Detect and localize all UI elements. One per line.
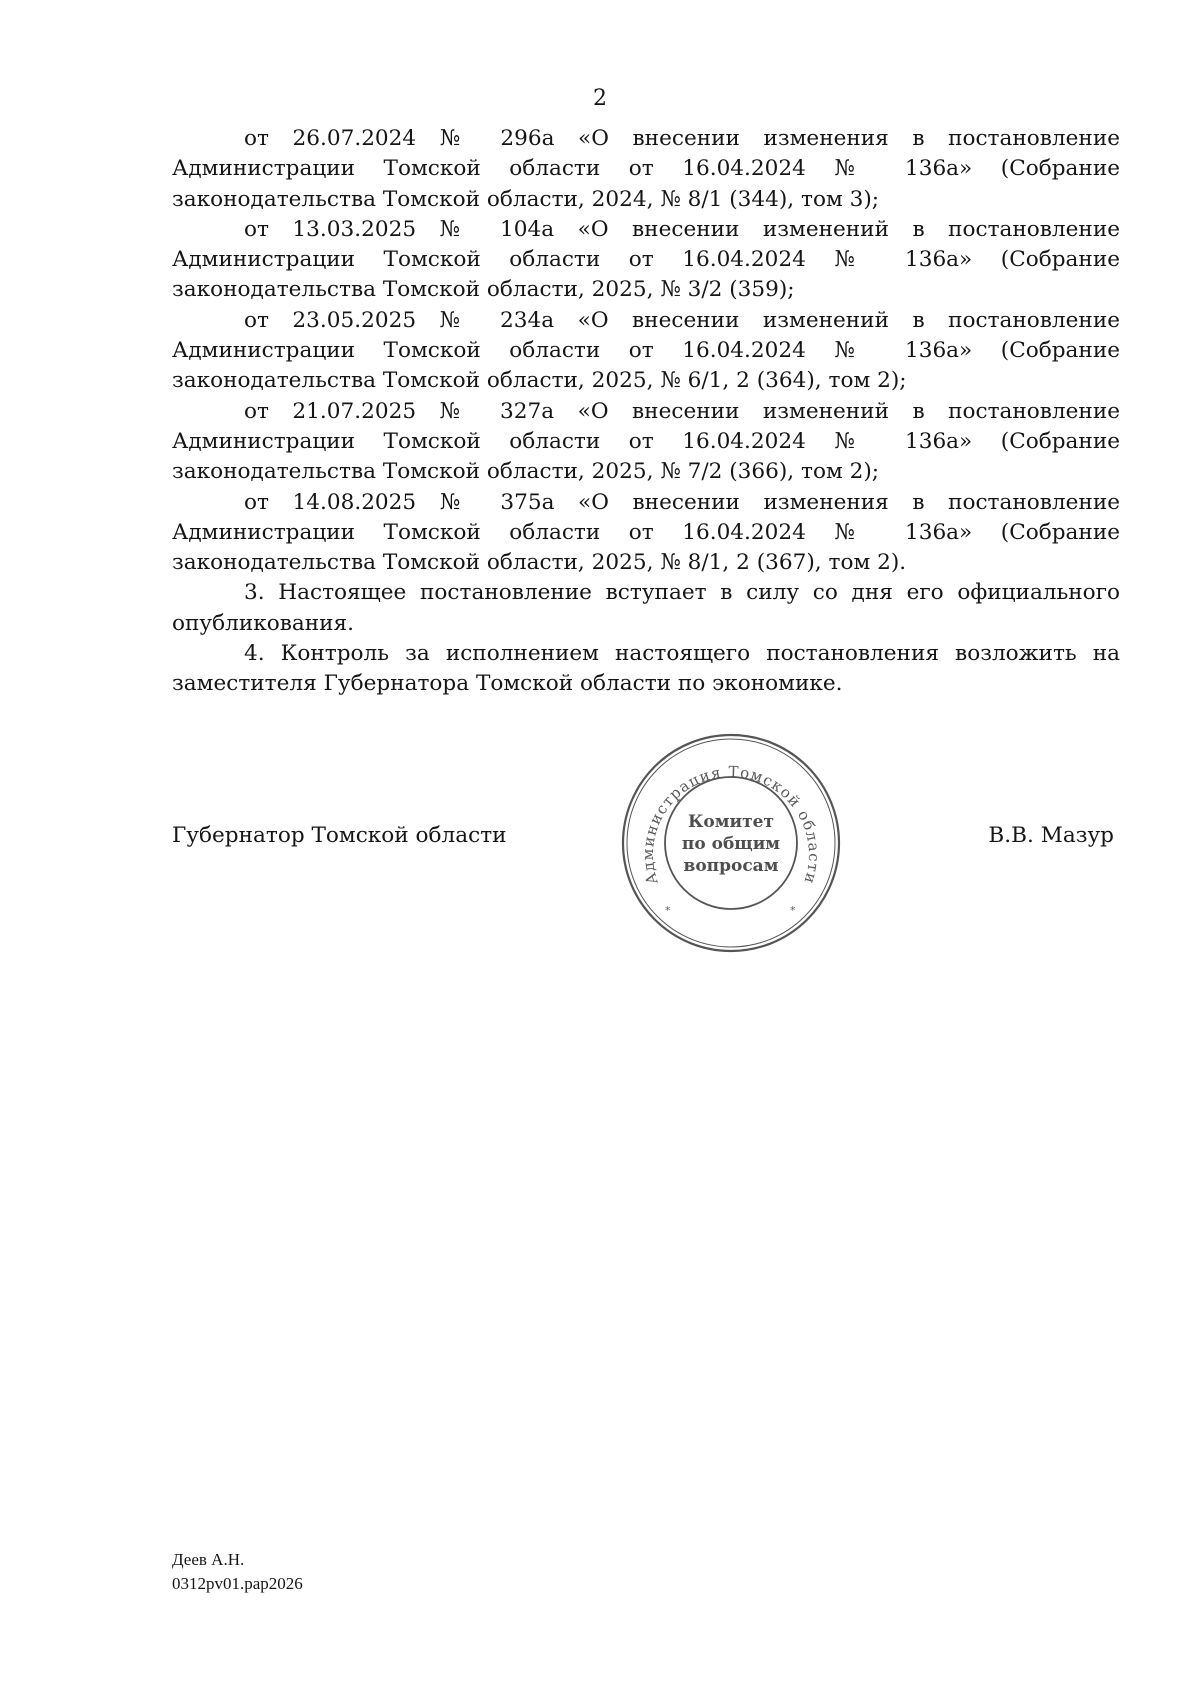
clause-3-paragraph: 3. Настоящее постановление вступает в силу со дня его официального опубликования. [172, 580, 1120, 636]
executor-name: Деев А.Н. [172, 1550, 245, 1569]
signatory-name: В.В. Мазур [988, 823, 1114, 848]
executor-file-code: 0312pv01.pap2026 [172, 1574, 303, 1593]
seal-outer-text: Администрация Томской области [638, 762, 824, 887]
seal-inner-line: Комитет [687, 812, 775, 832]
amendment-paragraph: от 14.08.2025 № 375а «О внесении изменения в постановление Администрации Томской области от 16.04.2024 № 136а» (Собрание законодательства Томской области, 2025, № 8/1, 2 (367), том 2). [172, 489, 1120, 576]
svg-text:*: * [665, 904, 671, 917]
seal-inner-line: вопросам [683, 856, 779, 876]
amendment-paragraph: от 23.05.2025 № 234а «О внесении изменений в постановление Администрации Томской области от 16.04.2024 № 136а» (Собрание законодательства Томской области, 2025, № 6/1, 2 (364), том 2); [172, 307, 1120, 394]
seal-inner-line: по общим [681, 834, 781, 854]
official-seal-stamp [616, 728, 846, 958]
signatory-position: Губернатор Томской области [172, 823, 507, 848]
clause-4-paragraph: 4. Контроль за исполнением настоящего постановления возложить на заместителя Губернатора Томской области по экономике. [172, 641, 1120, 697]
executor-info [172, 1548, 303, 1596]
svg-text:*: * [790, 904, 796, 917]
amendment-paragraph: от 21.07.2025 № 327а «О внесении изменений в постановление Администрации Томской области от 16.04.2024 № 136а» (Собрание законодательства Томской области, 2025, № 7/2 (366), том 2); [172, 398, 1120, 485]
page-number: 2 [593, 86, 607, 111]
amendment-paragraph: от 13.03.2025 № 104а «О внесении изменений в постановление Администрации Томской области от 16.04.2024 № 136а» (Собрание законодательства Томской области, 2025, № 3/2 (359); [172, 216, 1120, 303]
document-body [172, 124, 1120, 700]
amendment-paragraph: от 26.07.2024 № 296а «О внесении изменения в постановление Администрации Томской области от 16.04.2024 № 136а» (Собрание законодательства Томской области, 2024, № 8/1 (344), том 3); [172, 126, 1120, 212]
